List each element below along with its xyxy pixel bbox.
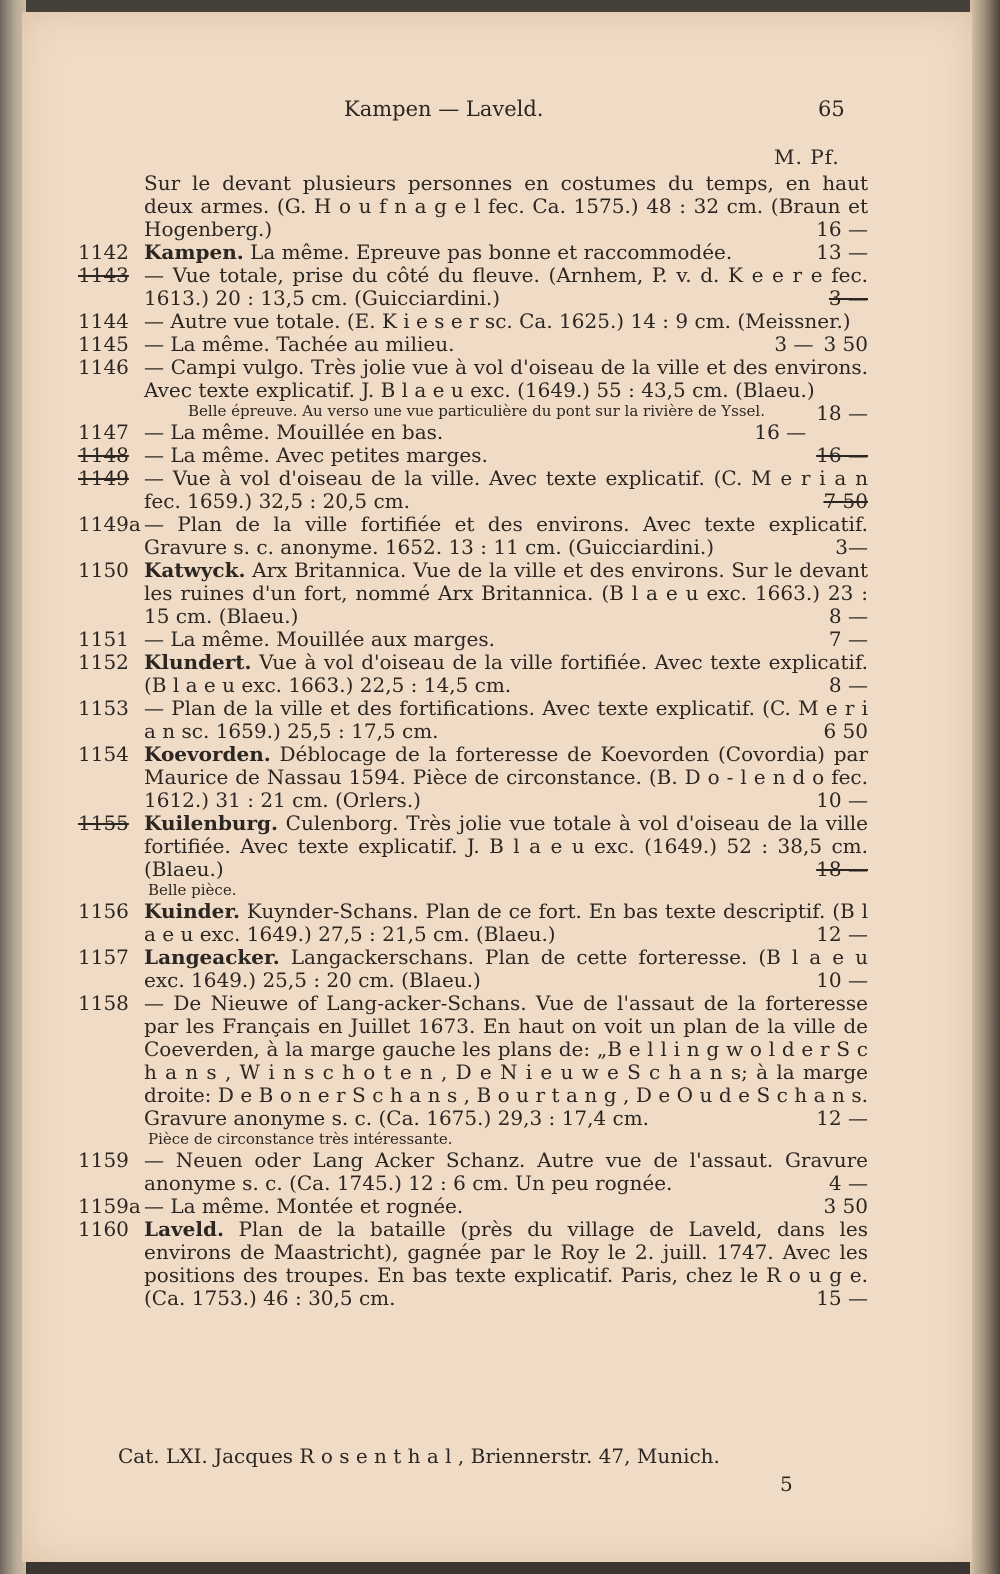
entry-number: 1151 <box>78 627 129 651</box>
entry-text: — Autre vue totale. (E. K i e s e r sc. Ca. 1625.) 14 : 9 cm. (Meissner.) <box>144 309 851 333</box>
intro-price: 16 — <box>816 217 868 241</box>
entry-text: Plan de la bataille (près du village de Laveld, dans les environs de Maastricht), gagnée par le Roy le 2. juill. 1747. Avec les positions des troupes. En bas texte explicatif. Paris, chez le R o u g e. (Ca. 1753.) 46 : 30,5 cm. <box>144 1217 868 1310</box>
entry-number: 1150 <box>78 558 129 582</box>
entry-text: — Plan de la ville fortifiée et des environs. Avec texte explicatif. Gravure s. c. anonyme. 1652. 13 : 11 cm. (Guicciardini.) <box>144 512 868 559</box>
list-item <box>78 241 868 264</box>
entry-price: 10 — <box>816 968 868 992</box>
entry-number: 1160 <box>78 1217 129 1241</box>
list-item <box>78 1218 868 1310</box>
catalog-page <box>22 12 972 1562</box>
entry-text: — Vue à vol d'oiseau de la ville. Avec texte explicatif. (C. M e r i a n fec. 1659.) 32,5 : 20,5 cm. <box>144 466 868 513</box>
entry-number: 1148 <box>78 443 129 467</box>
entry-number: 1159 <box>78 1148 129 1172</box>
entry-price: 3 50 <box>823 332 868 356</box>
entry-number: 1156 <box>78 899 129 923</box>
entry-number: 1146 <box>78 355 129 379</box>
list-item <box>78 333 868 356</box>
entry-text: — La même. Tachée au milieu. <box>144 332 455 356</box>
list-item <box>78 559 868 628</box>
page-number: 65 <box>818 97 845 121</box>
entry-price: 15 — <box>816 1286 868 1310</box>
entry-number: 1145 <box>78 332 129 356</box>
catalog-body <box>78 172 868 1310</box>
list-item <box>78 264 868 310</box>
entry-price: 18 — <box>816 857 868 881</box>
entry-text: Arx Britannica. Vue de la ville et des environs. Sur le devant les ruines d'un fort, nommé Arx Britannica. (B l a e u exc. 1663.) 23 : 15 cm. (Blaeu.) <box>144 558 868 628</box>
entry-price: 13 — <box>816 240 868 264</box>
entry-price: 12 — <box>816 1106 868 1130</box>
entry-text: La même. Epreuve pas bonne et raccommodée. <box>250 240 733 264</box>
entry-text: Déblocage de la forteresse de Koevorden (Covordia) par Maurice de Nassau 1594. Pièce de circonstance. (B. D o - l e n d o fec. 1612.) 31 : 21 cm. (Orlers.) <box>144 742 868 812</box>
entry-text: — La même. Avec petites marges. <box>144 443 488 467</box>
list-item <box>78 900 868 946</box>
entry-note: Pièce de circonstance très intéressante. <box>148 1130 453 1148</box>
list-item <box>78 1149 868 1195</box>
running-title: Kampen — Laveld. <box>344 97 544 121</box>
list-item <box>78 467 868 513</box>
entry-price: 16 — <box>816 443 868 467</box>
entry-number: 1144 <box>78 309 129 333</box>
list-item <box>78 946 868 992</box>
list-item <box>78 1195 868 1218</box>
list-item <box>78 513 868 559</box>
entry-number: 1147 <box>78 420 129 444</box>
entry-note: Belle épreuve. Au verso une vue particulière du pont sur la rivière de Yssel. <box>188 402 765 420</box>
entry-number: 1149a <box>78 512 141 536</box>
list-item <box>78 697 868 743</box>
entry-number: 1143 <box>78 263 129 287</box>
entry-price: 3 — <box>774 332 814 356</box>
entry-price: 3 50 <box>823 1194 868 1218</box>
entry-price: 18 — <box>816 401 868 425</box>
list-item <box>78 812 868 900</box>
book-right-edge <box>970 0 1000 1574</box>
signature-mark: 5 <box>780 1472 793 1496</box>
catalog-footer: Cat. LXI. Jacques R o s e n t h a l , Briennerstr. 47, Munich. <box>118 1444 720 1468</box>
entry-text: — Vue totale, prise du côté du fleuve. (Arnhem, P. v. d. K e e r e fec. 1613.) 20 : 13,5 cm. (Guicciardini.) <box>144 263 868 310</box>
list-item <box>78 355 868 425</box>
entry-heading: Kampen. <box>144 240 244 264</box>
entry-text: Vue à vol d'oiseau de la ville fortifiée. Avec texte explicatif. (B l a e u exc. 1663.) 22,5 : 14,5 cm. <box>144 650 868 697</box>
entry-text: Kuynder-Schans. Plan de ce fort. En bas texte descriptif. (B l a e u exc. 1649.) 27,5 : 21,5 cm. (Blaeu.) <box>144 899 868 946</box>
entry-price: 12 — <box>816 922 868 946</box>
entry-price: 3 — <box>828 286 868 310</box>
entry-number: 1153 <box>78 696 129 720</box>
entry-number: 1152 <box>78 650 129 674</box>
entry-price: 3— <box>835 535 868 559</box>
entry-text: — La même. Mouillée aux marges. <box>144 627 496 651</box>
intro-text: Sur le devant plusieurs personnes en costumes du temps, en haut deux armes. (G. H o u f n a g e l fec. Ca. 1575.) 48 : 32 cm. (Braun et Hogenberg.) <box>144 171 868 241</box>
list-item <box>78 628 868 651</box>
entry-heading: Laveld. <box>144 1217 224 1241</box>
entry-price: 7 50 <box>823 489 868 513</box>
entry-price: 16 — <box>754 420 807 444</box>
entry-number: 1155 <box>78 811 129 835</box>
list-item <box>78 421 868 444</box>
entry-text: — Plan de la ville et des fortifications. Avec texte explicatif. (C. M e r i a n sc. 1659.) 25,5 : 17,5 cm. <box>144 696 868 743</box>
entry-heading: Koevorden. <box>144 742 271 766</box>
entry-price: 10 — <box>816 788 868 812</box>
entry-heading: Langeacker. <box>144 945 280 969</box>
entry-number: 1149 <box>78 466 129 490</box>
entry-text: — De Nieuwe of Lang-acker-Schans. Vue de l'assaut de la forteresse par les Français en Juillet 1673. En haut on voit un plan de la ville de Coeverden, à la marge gauche les plans de: „B e l l i n g w o l d e r S c h a n s , W i n s c h o t e n , D e N i e u w e S c h a n s; à la marge droite: D e B o n e r S c h a n s , B o u r t a n g , D e O u d e S c h a n s. Gravure anonyme s. c. (Ca. 1675.) 29,3 : 17,4 cm. <box>144 991 868 1130</box>
entry-text: — La même. Mouillée en bas. <box>144 420 444 444</box>
entry-text: — La même. Montée et rognée. <box>144 1194 464 1218</box>
entry-heading: Katwyck. <box>144 558 246 582</box>
entry-price: 7 — <box>828 627 868 651</box>
list-item <box>78 444 868 467</box>
entry-price: 4 — <box>828 1171 868 1195</box>
currency-column-heading: M. Pf. <box>774 145 840 169</box>
entry-text: — Campi vulgo. Très jolie vue à vol d'oiseau de la ville et des environs. Avec texte explicatif. J. B l a e u exc. (1649.) 55 : 43,5 cm. (Blaeu.) <box>144 355 868 402</box>
entry-text: — Neuen oder Lang Acker Schanz. Autre vue de l'assaut. Gravure anonyme s. c. (Ca. 1745.) 12 : 6 cm. Un peu rognée. <box>144 1148 868 1195</box>
entry-heading: Kuilenburg. <box>144 811 278 835</box>
entry-price: 6 50 <box>823 719 868 743</box>
entry-number: 1158 <box>78 991 129 1015</box>
entry-note: Belle pièce. <box>148 881 237 899</box>
entry-price: 8 — <box>828 673 868 697</box>
entry-number: 1159a <box>78 1194 141 1218</box>
entry-heading: Klundert. <box>144 650 252 674</box>
list-item <box>78 651 868 697</box>
intro-entry <box>78 172 868 241</box>
entry-text: Langackerschans. Plan de cette forteresse. (B l a e u exc. 1649.) 25,5 : 20 cm. (Blaeu.) <box>144 945 868 992</box>
entry-number: 1142 <box>78 240 129 264</box>
entry-number: 1157 <box>78 945 129 969</box>
entry-heading: Kuinder. <box>144 899 240 923</box>
entry-number: 1154 <box>78 742 129 766</box>
entry-price: 8 — <box>828 604 868 628</box>
entry-text: Culenborg. Très jolie vue totale à vol d'oiseau de la ville fortifiée. Avec texte explicatif. J. B l a e u exc. (1649.) 52 : 38,5 cm. (Blaeu.) <box>144 811 869 881</box>
list-item <box>78 992 868 1149</box>
list-item <box>78 743 868 812</box>
